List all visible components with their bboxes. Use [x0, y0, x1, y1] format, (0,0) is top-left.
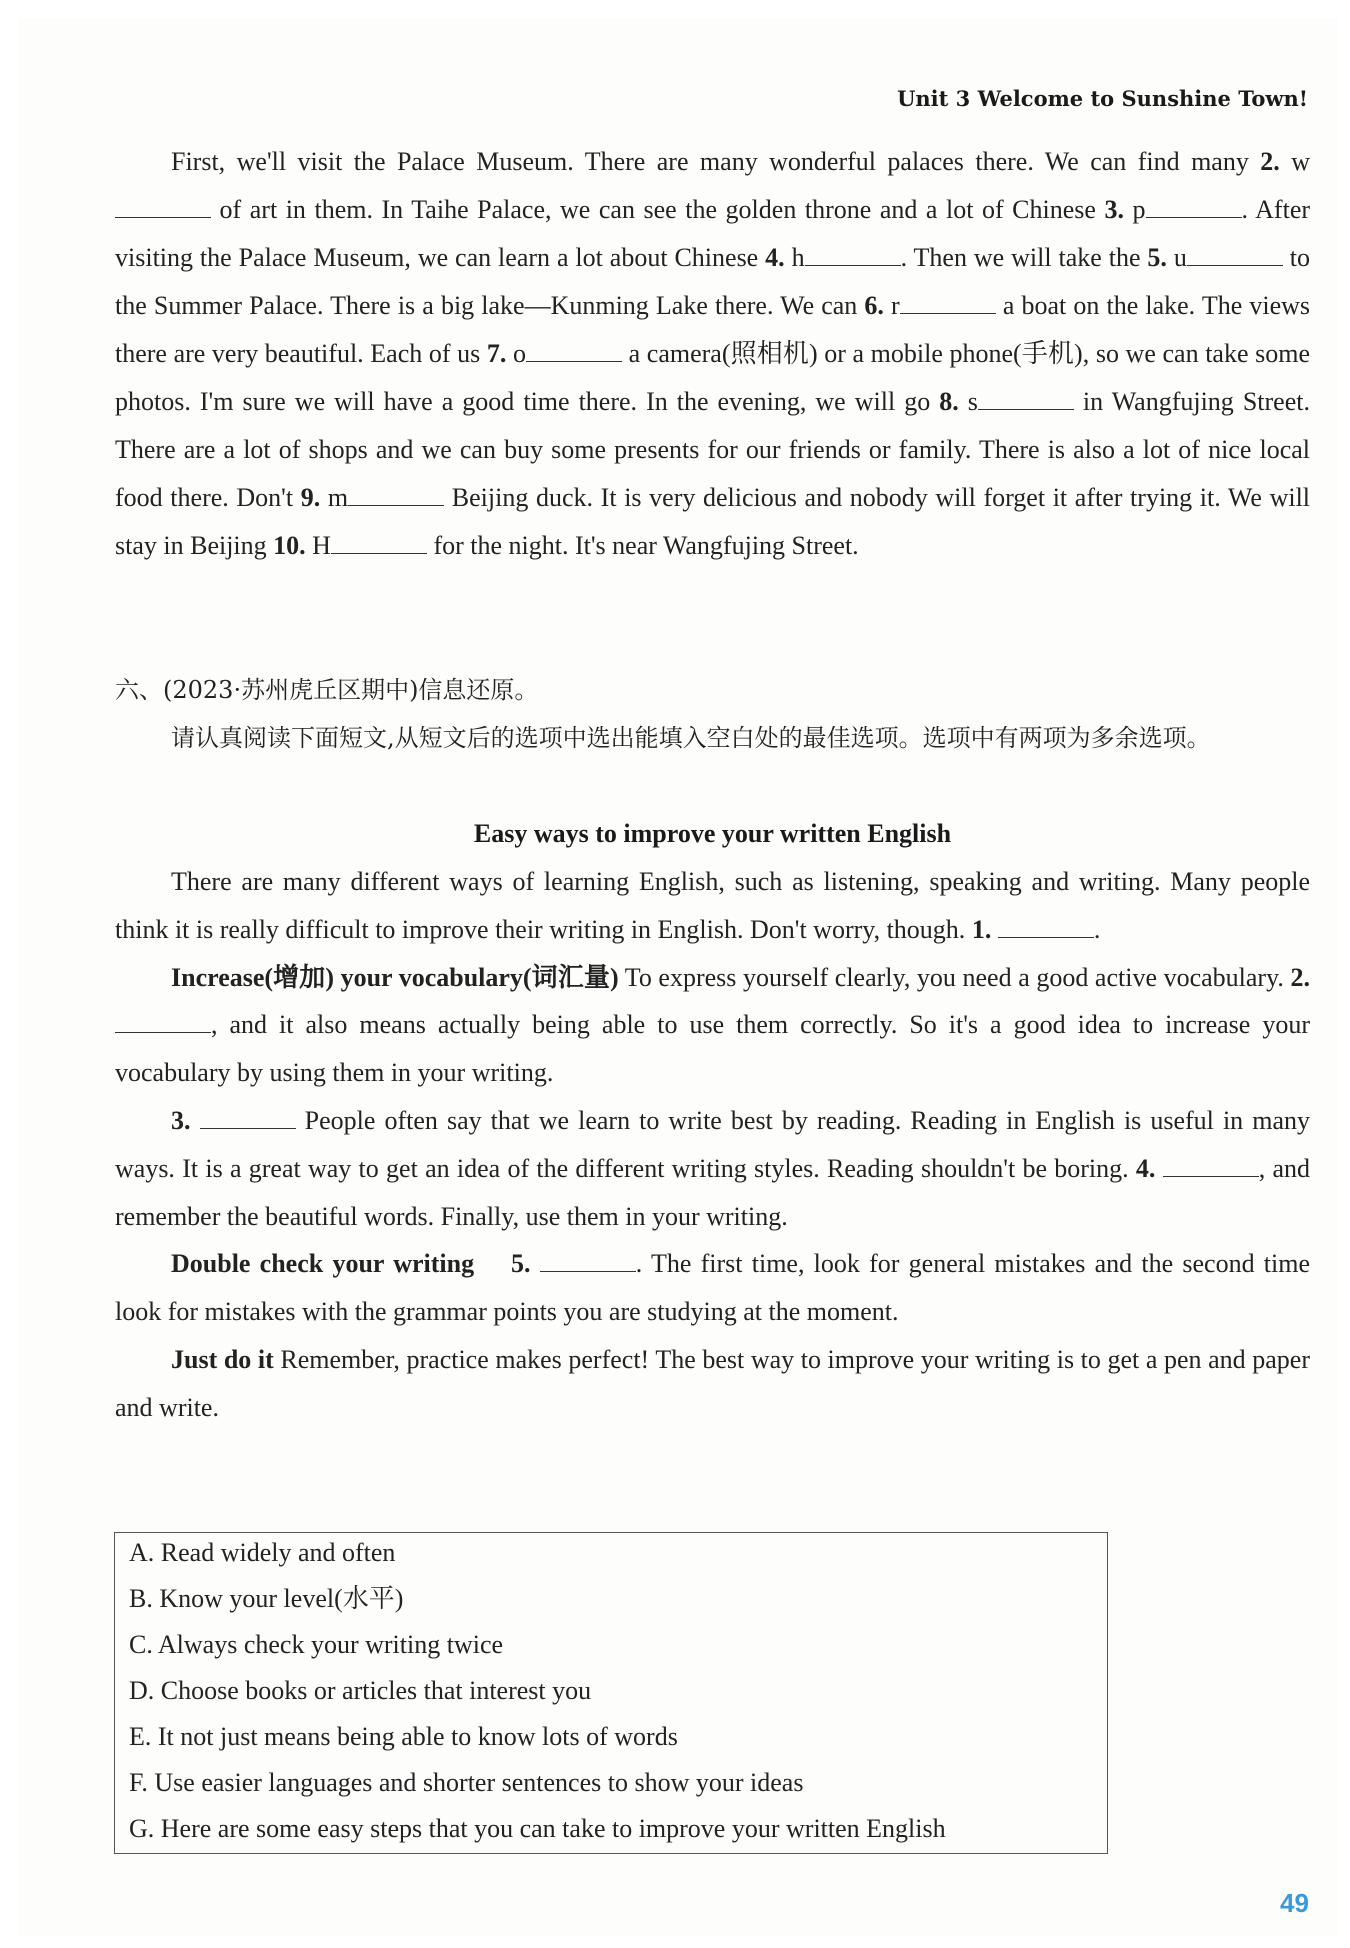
paragraph-1: There are many different ways of learning English, such as listening, speaking and writing. Many people think it is really difficult to improve their writing in English. Don't worry, though. 1. . — [115, 867, 1310, 944]
options-box — [114, 1532, 1108, 1854]
passage-body — [115, 858, 1310, 1432]
paragraph-4: Double check your writing 5. . The first time, look for general mistakes and the second time look for mistakes with the grammar points you are studying at the moment. — [115, 1249, 1311, 1327]
blank-9[interactable] — [348, 483, 444, 506]
blank-8[interactable] — [978, 387, 1074, 410]
paragraph-3: 3. People often say that we learn to write best by reading. Reading in English is useful in many ways. It is a great way to get an idea of the different writing styles. Reading shouldn't be boring. 4. , and remember the beautiful words. Finally, use them in your writing. — [115, 1105, 1311, 1231]
running-head: Unit 3 Welcome to Sunshine Town! — [897, 86, 1308, 111]
blank-3[interactable] — [1146, 195, 1242, 218]
answer-blank-2[interactable] — [115, 1010, 211, 1033]
section-heading: 六、(2023·苏州虎丘区期中)信息还原。 — [115, 676, 539, 704]
section-instruction: 请认真阅读下面短文,从短文后的选项中选出能填入空白处的最佳选项。选项中有两项为多余选项。 — [171, 724, 1211, 752]
blank-4[interactable] — [805, 243, 901, 266]
option-f[interactable]: F. Use easier languages and shorter sentences to show your ideas — [129, 1768, 804, 1797]
page-number: 49 — [1280, 1888, 1309, 1918]
paragraph-5: Just do it Remember, practice makes perfect! The best way to improve your writing is to get a pen and paper and write. — [115, 1344, 1310, 1422]
answer-blank-4[interactable] — [1163, 1154, 1259, 1177]
option-c[interactable]: C. Always check your writing twice — [129, 1630, 504, 1659]
blank-7[interactable] — [526, 339, 622, 362]
answer-blank-3[interactable] — [200, 1106, 296, 1129]
blank-2[interactable] — [115, 195, 211, 218]
passage-cloze: First, we'll visit the Palace Museum. There are many wonderful palaces there. We can find many 2. w of art in them. In Taihe Palace, we can see the golden throne and a lot of Chinese 3. p . After visiting the Palace Museum, we can learn a lot about Chinese 4. h . Then we will take the 5. u to the Summer Palace. There is a big lake—Kunming Lake there. We can 6. r a boat on the lake. The views there are very beautiful. Each of us 7. o a camera(照相机) or a mobile phone(手机), so we can take some photos. I'm sure we will have a good time there. In the evening, we will go 8. s in Wangfujing Street. There are a lot of shops and we can buy some presents for our friends or family. There is also a lot of nice local food there. Don't 9. m Beijing duck. It is very delicious and nobody will forget it after trying it. We will stay in Beijing 10. H for the night. It's near Wangfujing Street. — [115, 147, 1311, 560]
option-e[interactable]: E. It not just means being able to know lots of words — [129, 1722, 678, 1751]
paragraph-2: Increase(增加) your vocabulary(词汇量) To express yourself clearly, you need a good active vocabulary. 2. , and it also means actually being able to use them correctly. So it's a good idea to increase your vocabulary by using them in your writing. — [115, 962, 1310, 1088]
page — [18, 18, 1338, 1936]
option-d[interactable]: D. Choose books or articles that interest you — [129, 1676, 592, 1705]
option-g[interactable]: G. Here are some easy steps that you can take to improve your written English — [129, 1814, 946, 1843]
blank-6[interactable] — [900, 291, 996, 314]
answer-blank-1[interactable] — [998, 915, 1094, 938]
blank-5[interactable] — [1187, 243, 1283, 266]
passage-title: Easy ways to improve your written English — [473, 819, 952, 848]
option-b[interactable]: B. Know your level(水平) — [129, 1584, 404, 1613]
option-a[interactable]: A. Read widely and often — [129, 1538, 396, 1567]
blank-10[interactable] — [331, 531, 427, 554]
answer-blank-5[interactable] — [540, 1249, 636, 1272]
